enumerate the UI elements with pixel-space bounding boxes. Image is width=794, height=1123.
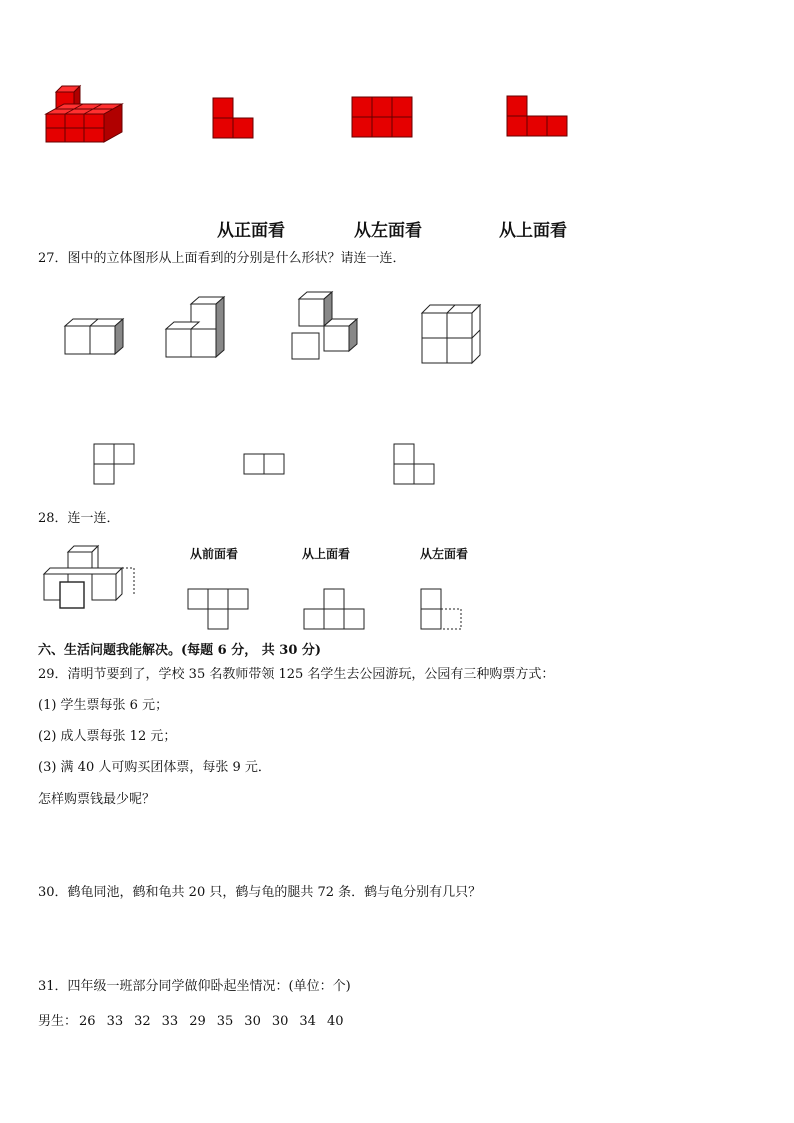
q27-solid-3 [291,291,363,361]
red-view-front [212,97,256,139]
q29-option-2: (2) 成人票每张 12 元； [38,729,177,744]
q28-view-shape-1 [187,588,251,632]
section-6-heading: 六、生活问题我能解决。(每题 6 分， 共 30 分) [38,643,322,658]
q29-ask: 怎样购票钱最少呢？ [38,792,156,807]
score: 33 [161,1014,179,1029]
red-solid-figure [44,84,128,146]
red-view-top [506,95,568,137]
question-31: 31．四年级一班部分同学做仰卧起坐情况：(单位：个) [38,979,351,994]
q27-solid-2 [165,296,227,358]
q29-option-1: (1) 学生票每张 6 元； [38,698,169,713]
label-left-view: 从左面看 [354,221,422,241]
score: 40 [326,1014,344,1029]
question-28: 28．连一连． [38,511,120,526]
q27-answer-shape-3 [393,443,437,487]
score: 35 [216,1014,234,1029]
score: 30 [244,1014,261,1029]
q27-answer-shape-2 [243,453,287,477]
score: 26 [79,1014,96,1029]
q29-option-3: (3) 满 40 人可购买团体票，每张 9 元． [38,760,271,775]
q28-label-front: 从前面看 [190,547,239,561]
q27-answer-shape-1 [93,443,137,487]
score: 33 [106,1014,124,1029]
label-front-view: 从正面看 [217,221,285,241]
label-top-view: 从上面看 [499,221,567,241]
score: 32 [134,1014,151,1029]
question-29: 29．清明节要到了，学校 35 名教师带领 125 名学生去公园游玩，公园有三种购票方式： [38,667,555,682]
q28-label-top: 从上面看 [302,547,351,561]
q27-solid-4 [420,303,482,365]
boys-label: 男生： [38,1014,78,1029]
question-30: 30．鹤龟同池，鹤和龟共 20 只，鹤与龟的腿共 72 条．鹤与龟分别有几只？ [38,885,482,900]
q28-solid-figure [42,544,138,612]
q27-solid-1 [64,312,126,356]
q31-boys-scores [38,1010,354,1029]
question-27: 27．图中的立体图形从上面看到的分别是什么形状？请连一连． [38,251,406,266]
red-view-left [351,96,413,138]
q28-view-shape-2 [303,588,367,632]
score: 29 [189,1014,206,1029]
score: 34 [299,1014,316,1029]
score: 30 [271,1014,289,1029]
q28-label-left: 从左面看 [420,547,469,561]
q28-view-shape-3 [420,588,464,632]
